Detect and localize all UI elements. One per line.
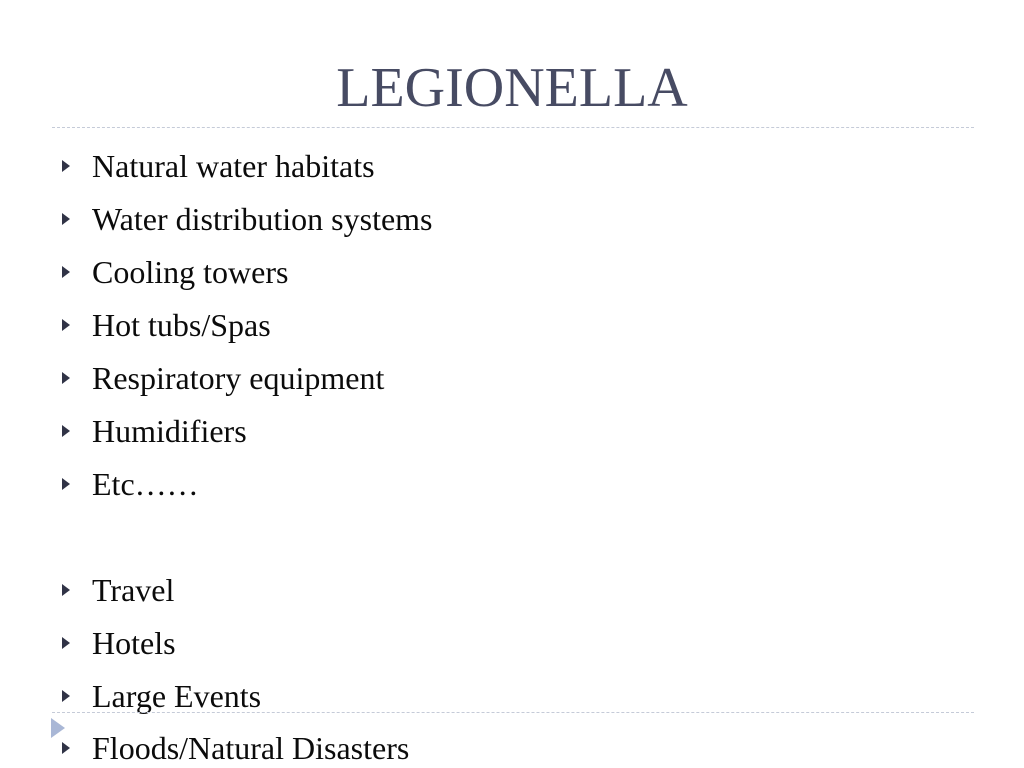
bullet-arrow-icon [62,690,70,702]
bullet-arrow-icon [62,372,70,384]
bullet-item-natural-water-habitats [62,146,375,186]
bullet-item-hotels [62,623,176,663]
bullet-arrow-icon [62,213,70,225]
bullet-label: Etc…… [92,466,199,502]
bullet-item-water-distribution-systems [62,199,433,239]
bullet-arrow-icon [62,637,70,649]
bullet-arrow-icon [62,319,70,331]
bullet-item-respiratory-equipment [62,358,384,398]
bullet-item-hot-tubs-spas [62,305,271,345]
bullet-label: Large Events [92,678,262,714]
bullet-item-humidifiers [62,411,247,451]
bullet-item-travel [62,570,174,610]
bullet-label: Hotels [92,625,176,661]
slide-corner-arrow-icon [51,718,65,738]
bullet-item-floods-natural-disasters [62,728,409,768]
bullet-item-etc [62,464,199,504]
bullet-label: Respiratory equipment [92,360,385,396]
bullet-label: Water distribution systems [92,201,433,237]
footer-divider [52,712,974,713]
bullet-arrow-icon [62,584,70,596]
slide-title: LEGIONELLA [336,57,688,119]
bullet-label: Natural water habitats [92,148,375,184]
bullet-label: Cooling towers [92,254,289,290]
bullet-item-cooling-towers [62,252,288,292]
bullet-arrow-icon [62,425,70,437]
bullet-label: Hot tubs/Spas [92,307,271,343]
bullet-label: Travel [92,572,175,608]
bullet-arrow-icon [62,160,70,172]
bullet-label: Floods/Natural Disasters [92,730,410,766]
bullet-arrow-icon [62,478,70,490]
bullet-arrow-icon [62,266,70,278]
bullet-item-large-events [62,676,261,716]
bullet-arrow-icon [62,742,70,754]
bullet-label: Humidifiers [92,413,247,449]
